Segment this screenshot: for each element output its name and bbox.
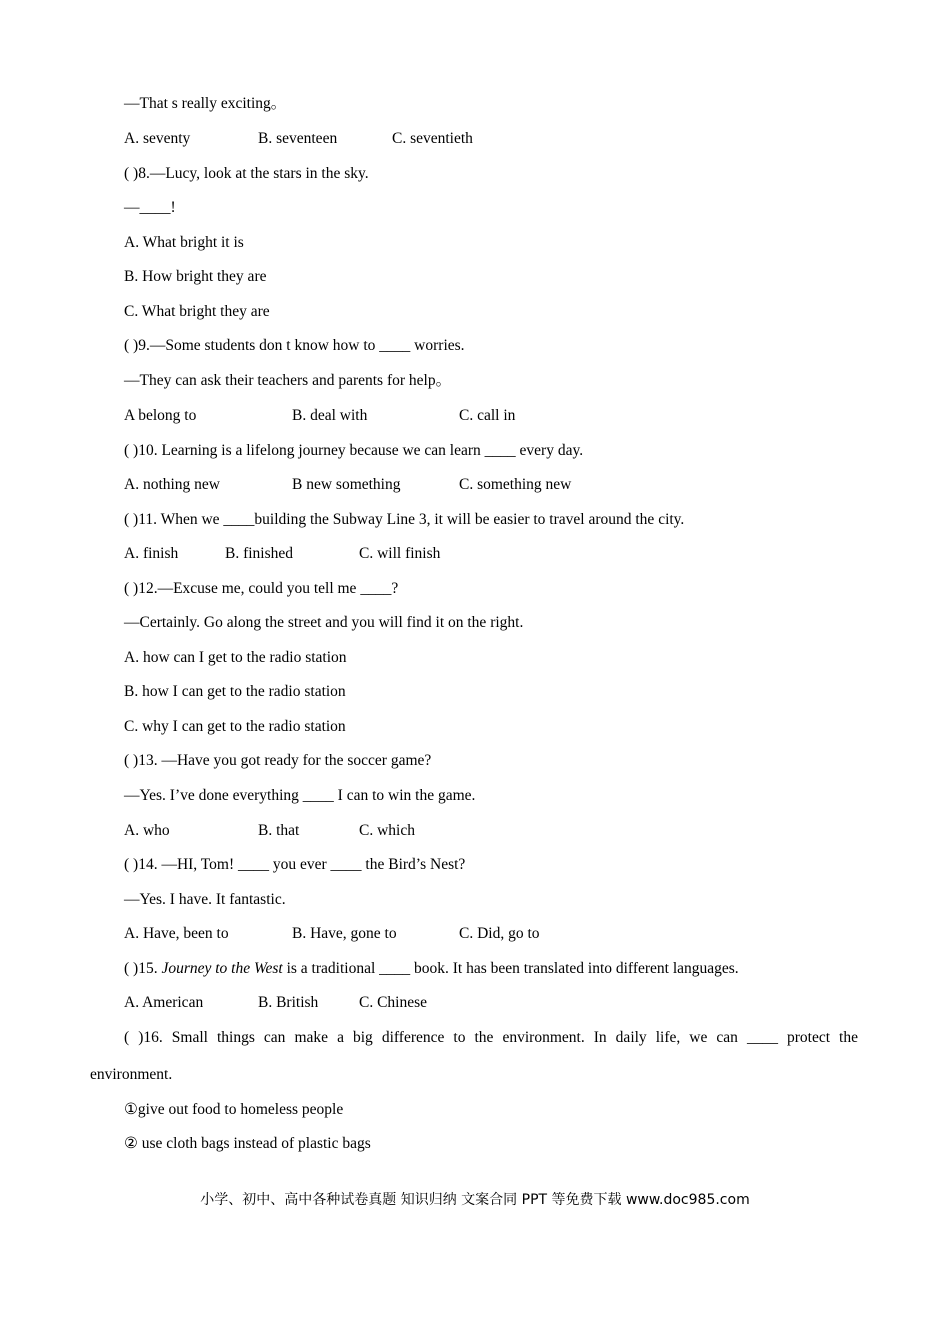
- q10-option-b: B new something: [292, 476, 401, 493]
- q12-option-c: C. why I can get to the radio station: [124, 718, 346, 735]
- q15-question: [124, 959, 739, 979]
- q14-option-a: A. Have, been to: [124, 925, 229, 942]
- q11-question: ( )11. When we ____building the Subway Line 3, it will be easier to travel around the city.: [124, 511, 685, 528]
- q15-option-a: A. American: [124, 994, 204, 1011]
- q9-question: ( )9.—Some students don t know how to ____ worries.: [124, 337, 465, 354]
- q7-response: —That s really exciting。: [124, 95, 287, 112]
- q13-option-a: A. who: [124, 822, 170, 839]
- q8-response: —____!: [124, 199, 176, 216]
- q16-question: ( )16. Small things can make a big difference to the environment. In daily life, we can ____ protect the: [124, 1029, 858, 1046]
- q9-response: —They can ask their teachers and parents for help。: [124, 372, 452, 389]
- q8-option-c: C. What bright they are: [124, 303, 270, 320]
- q16-question-continued: environment.: [90, 1066, 173, 1083]
- q15-option-c: C. Chinese: [359, 994, 428, 1011]
- q8-option-a: A. What bright it is: [124, 234, 244, 251]
- q13-response: —Yes. I’ve done everything ____ I can to win the game.: [124, 787, 476, 804]
- q10-option-a: A. nothing new: [124, 476, 221, 493]
- q7-option-a: A. seventy: [124, 130, 191, 147]
- q12-option-b: B. how I can get to the radio station: [124, 683, 346, 700]
- q15-book-title: Journey to the West: [161, 960, 283, 977]
- q12-option-a: A. how can I get to the radio station: [124, 649, 347, 666]
- q10-question: ( )10. Learning is a lifelong journey because we can learn ____ every day.: [124, 442, 584, 459]
- q10-option-c: C. something new: [459, 476, 572, 493]
- q9-option-a: A belong to: [124, 407, 197, 424]
- q14-option-c: C. Did, go to: [459, 925, 540, 942]
- q13-option-c: C. which: [359, 822, 415, 839]
- q11-option-b: B. finished: [225, 545, 294, 562]
- q8-option-b: B. How bright they are: [124, 268, 267, 285]
- q11-option-c: C. will finish: [359, 545, 441, 562]
- q9-option-b: B. deal with: [292, 407, 368, 424]
- q11-option-a: A. finish: [124, 545, 179, 562]
- q12-response: —Certainly. Go along the street and you will find it on the right.: [124, 614, 524, 631]
- q14-option-b: B. Have, gone to: [292, 925, 397, 942]
- q12-question: ( )12.—Excuse me, could you tell me ____?: [124, 580, 399, 597]
- q9-option-c: C. call in: [459, 407, 516, 424]
- page-footer: 小学、初中、高中各种试卷真题 知识归纳 文案合同 PPT 等免费下载 www.doc985.com: [200, 1192, 750, 1208]
- q13-question: ( )13. —Have you got ready for the soccer game?: [124, 752, 432, 769]
- q7-option-c: C. seventieth: [392, 130, 473, 147]
- q13-option-b: B. that: [258, 822, 300, 839]
- q14-response: —Yes. I have. It fantastic.: [124, 891, 286, 908]
- q15-suffix: is a traditional ____ book. It has been translated into different languages.: [282, 960, 739, 977]
- q8-question: ( )8.—Lucy, look at the stars in the sky.: [124, 165, 369, 182]
- q7-option-b: B. seventeen: [258, 130, 338, 147]
- q16-item-1: ①give out food to homeless people: [124, 1101, 344, 1118]
- q14-question: ( )14. —HI, Tom! ____ you ever ____ the Bird’s Nest?: [124, 856, 466, 873]
- q16-item-2: ② use cloth bags instead of plastic bags: [124, 1135, 371, 1152]
- q15-prefix: ( )15.: [124, 960, 162, 977]
- q15-option-b: B. British: [258, 994, 319, 1011]
